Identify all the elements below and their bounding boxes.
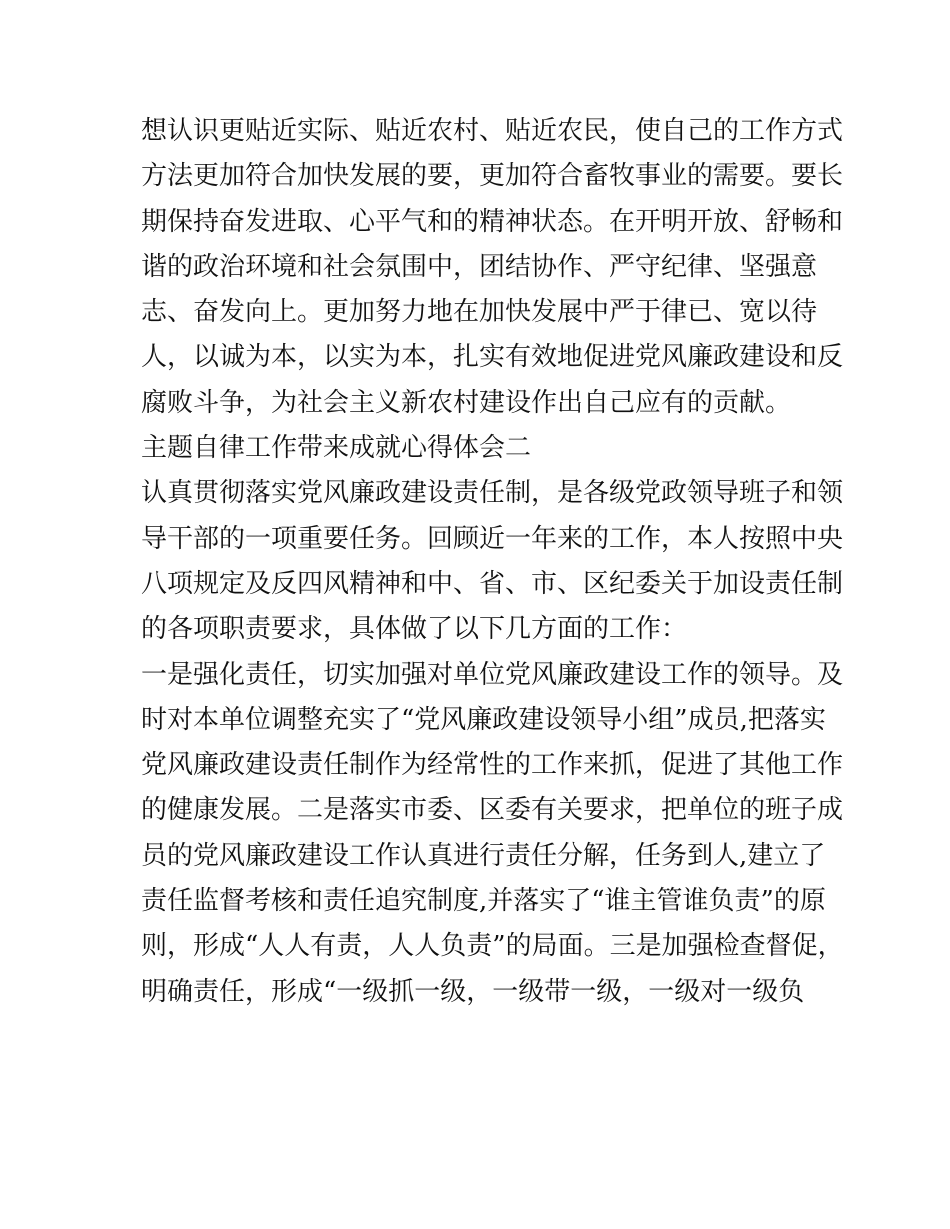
section-heading: 主题自律工作带来成就心得体会二 <box>141 433 532 464</box>
text-line-20: 明确责任，形成“一级抓一级，一级带一级，一级对一级负 <box>141 976 805 1007</box>
text-line-14: 时对本单位调整充实了“党风廉政建设领导小组”成员,把落实 <box>141 704 826 735</box>
document-body <box>141 109 844 1015</box>
text-line-13: 一是强化责任，切实加强对单位党风廉政建设工作的领导。及 <box>141 659 844 690</box>
text-line-1: 想认识更贴近实际、贴近农村、贴近农民，使自己的工作方式 <box>141 116 844 146</box>
text-line-5: 志、奋发向上。更加努力地在加快发展中严于律已、宽以待 <box>141 297 818 328</box>
text-line-9: 认真贯彻落实党风廉政建设责任制，是各级党政领导班子和领 <box>141 478 844 509</box>
text-line-7: 腐败斗争，为社会主义新农村建设作出自己应有的贡献。 <box>141 387 792 418</box>
text-line-3: 期保持奋发进取、心平气和的精神状态。在开明开放、舒畅和 <box>141 206 844 237</box>
text-line-18: 责任监督考核和责任追究制度,并落实了“谁主管谁负责”的原 <box>141 886 826 917</box>
text-line-10: 导干部的一项重要任务。回顾近一年来的工作，本人按照中央 <box>141 523 844 554</box>
text-line-6: 人，以诚为本，以实为本，扎实有效地促进党风廉政建设和反 <box>141 342 844 373</box>
text-line-16: 的健康发展。二是落实市委、区委有关要求，把单位的班子成 <box>141 795 844 826</box>
text-line-17: 员的党风廉政建设工作认真进行责任分解，任务到人,建立了 <box>141 840 826 871</box>
text-line-15: 党风廉政建设责任制作为经常性的工作来抓，促进了其他工作 <box>141 750 844 781</box>
text-line-2: 方法更加符合加快发展的要，更加符合畜牧事业的需要。要长 <box>141 161 844 192</box>
text-line-4: 谐的政治环境和社会氛围中，团结协作、严守纪律、坚强意 <box>141 251 818 282</box>
text-line-12: 的各项职责要求，具体做了以下几方面的工作： <box>141 614 688 645</box>
text-line-19: 则，形成“人人有责，人人负责”的局面。三是加强检查督促， <box>141 931 844 962</box>
text-line-11: 八项规定及反四风精神和中、省、市、区纪委关于加设责任制 <box>141 568 844 599</box>
